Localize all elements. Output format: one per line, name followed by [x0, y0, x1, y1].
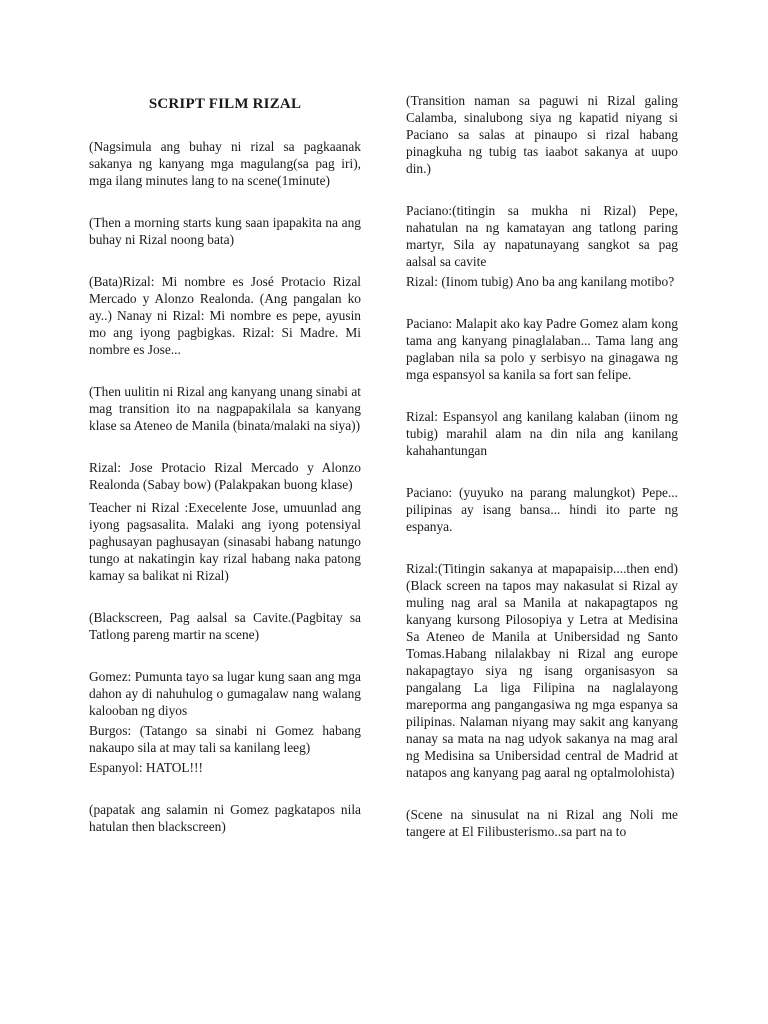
paragraph: Teacher ni Rizal :Execelente Jose, umuunlad ang iyong pagsasalita. Malaki ang iyong potensiyal paghusayan paghusayan (sinasabi habang natungo tungo at nakatingin kay rizal habang naka patong kamay sa balikat ni Rizal) — [89, 500, 361, 583]
paragraph: Espanyol: HATOL!!! — [89, 760, 203, 775]
document-title: SCRIPT FILM RIZAL — [148, 96, 302, 112]
paragraph: Rizal: (Iinom tubig) Ano ba ang kanilang motibo? — [406, 274, 675, 289]
paragraph: Burgos: (Tatango sa sinabi ni Gomez habang nakaupo sila at may tali sa kanilang leeg) — [89, 723, 361, 755]
paragraph: Rizal: Espansyol ang kanilang kalaban (iinom ng tubig) marahil alam na din nila ang kanilang kahahantungan — [406, 409, 678, 458]
right-column — [406, 92, 678, 840]
paragraph: Paciano: Malapit ako kay Padre Gomez alam kong tama ang kanyang pinaglalaban... Tama lang ang paglaban nila sa polo y serbisyo na ginagawa ng mga espansyol sa kanila sa fort san felipe. — [406, 316, 678, 382]
paragraph: (papatak ang salamin ni Gomez pagkatapos nila hatulan then blackscreen) — [89, 802, 361, 834]
paragraph: (Blackscreen, Pag aalsal sa Cavite.(Pagbitay sa Tatlong pareng martir na scene) — [89, 610, 361, 642]
paragraph: Gomez: Pumunta tayo sa lugar kung saan ang mga dahon ay di nahuhulog o gumagalaw nang walang kalooban ng diyos — [89, 669, 361, 718]
paragraph: (Bata)Rizal: Mi nombre es José Protacio Rizal Mercado y Alonzo Realonda. (Ang pangalan ko ay..) Nanay ni Rizal: Mi nombre es pepe, ayusin mo ang iyong pagbigkas. Rizal: Si Madre. Mi nombre es Jose... — [89, 274, 361, 357]
paragraph: (Nagsimula ang buhay ni rizal sa pagkaanak sakanya ng kanyang mga magulang(sa pag iri), mga ilang minutes lang to na scene(1minute) — [89, 139, 361, 188]
left-column — [89, 92, 361, 835]
paragraph: Paciano:(titingin sa mukha ni Rizal) Pepe, nahatulan na ng kamatayan ang tatlong paring martyr, Sila ay napatunayang sangkot sa pag aalsal sa cavite — [406, 203, 678, 269]
paragraph: Rizal:(Titingin sakanya at mapapaisip....then end) (Black screen na tapos may nakasulat si Rizal ay muling nag aral sa Manila at nakapagtapos ng kanyang kursong Pilosopiya y Letra at Medisina Sa Ateneo de Manila at Unibersidad ng Santo Tomas.Habang nilalakbay ni Rizal ang europe nakapagtayo siya ng isang organisasyon sa pangalang La liga Filipina na naglalayong mareporma ang pangangasiwa ng mga espanya sa pilipinas. Nalaman niyang may sakit ang kanyang nanay sa mata na nag udyok sakanya na mag aral ng Medisina sa Unibersidad central de Madrid at natapos ang kanyang pag aaral ng optalmolohista) — [406, 561, 678, 780]
paragraph: (Scene na sinusulat na ni Rizal ang Noli me tangere at El Filibusterismo..sa part na to — [406, 807, 678, 839]
paragraph: (Then a morning starts kung saan ipapakita na ang buhay ni Rizal noong bata) — [89, 215, 361, 247]
paragraph: (Then uulitin ni Rizal ang kanyang unang sinabi at mag transition ito na nagpapakilala sa kanyang klase sa Ateneo de Manila (binata/malaki na siya)) — [89, 384, 361, 433]
paragraph: Rizal: Jose Protacio Rizal Mercado y Alonzo Realonda (Sabay bow) (Palakpakan buong klase) — [89, 460, 361, 492]
paragraph: Paciano: (yuyuko na parang malungkot) Pepe... pilipinas ay isang bansa... hindi ito parte ng espanya. — [406, 485, 678, 534]
paragraph: (Transition naman sa paguwi ni Rizal galing Calamba, sinalubong siya ng kapatid niyang si Paciano sa salas at pinaupo si rizal habang pinagkuha ng tubig tas iaabot sakanya at uupo din.) — [406, 93, 678, 176]
